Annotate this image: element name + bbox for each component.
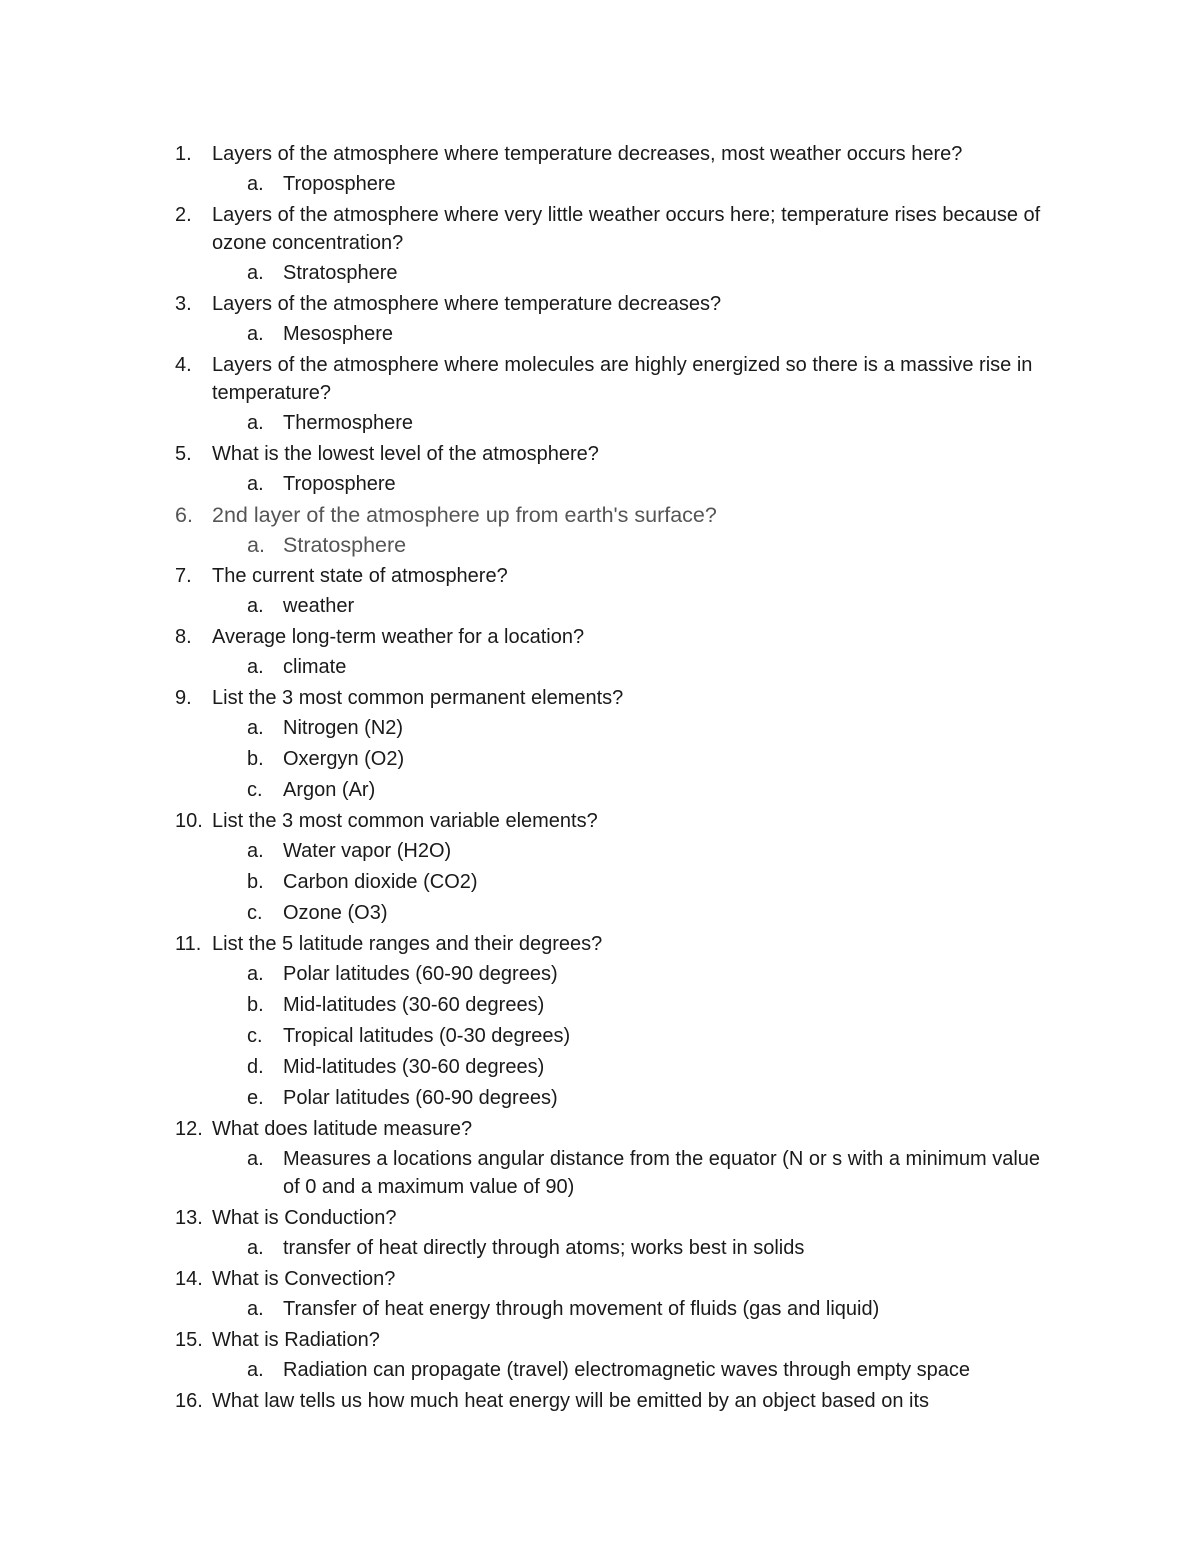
answer-text: Ozone (O3)	[283, 902, 388, 924]
answer-item	[0, 409, 1200, 437]
answer-text: Mid-latitudes (30-60 degrees)	[283, 994, 545, 1016]
answer-item	[0, 837, 1200, 865]
question-number: 4.	[175, 354, 192, 376]
answer-text: Thermosphere	[283, 412, 414, 434]
question-number: 5.	[175, 443, 192, 465]
answer-text: Transfer of heat energy through movement of fluids (gas and liquid)	[283, 1298, 880, 1320]
question-text: What is Convection?	[212, 1268, 396, 1290]
question-text: The current state of atmosphere?	[212, 565, 508, 587]
question-text: What is Radiation?	[212, 1329, 380, 1351]
answer-text: Stratosphere	[283, 262, 398, 284]
answer-item	[0, 653, 1200, 681]
question-text: What is Conduction?	[212, 1207, 397, 1229]
answer-text: transfer of heat directly through atoms; works best in solids	[283, 1237, 805, 1259]
answer-text: Mesosphere	[283, 323, 394, 345]
answer-letter: a.	[247, 262, 264, 284]
answer-item	[0, 531, 1200, 559]
question-number: 10.	[175, 810, 203, 832]
answer-text: Nitrogen (N2)	[283, 717, 404, 739]
question-item	[0, 623, 1200, 651]
answer-letter: a.	[247, 656, 264, 678]
question-text: Layers of the atmosphere where temperature decreases, most weather occurs here?	[212, 143, 963, 165]
question-text: Layers of the atmosphere where molecules are highly energized so there is a massive rise in temperature?	[212, 354, 1033, 404]
question-number: 14.	[175, 1268, 203, 1290]
question-item	[0, 1326, 1200, 1354]
answer-text: Troposphere	[283, 473, 396, 495]
answer-text: Stratosphere	[283, 533, 407, 557]
question-text: What is the lowest level of the atmosphere?	[212, 443, 599, 465]
question-item	[0, 1115, 1200, 1143]
answer-letter: e.	[247, 1087, 264, 1109]
answer-letter: c.	[247, 1025, 263, 1047]
answer-text: Troposphere	[283, 173, 396, 195]
question-text: List the 3 most common variable elements?	[212, 810, 598, 832]
answer-text: climate	[283, 656, 347, 678]
answer-item	[0, 1084, 1200, 1112]
answer-letter: c.	[247, 779, 263, 801]
question-text: Average long-term weather for a location?	[212, 626, 585, 648]
answer-text: Argon (Ar)	[283, 779, 376, 801]
answer-item	[0, 1053, 1200, 1081]
answer-item	[0, 320, 1200, 348]
answer-letter: a.	[247, 1359, 264, 1381]
question-item	[0, 440, 1200, 468]
question-number: 2.	[175, 204, 192, 226]
answer-letter: a.	[247, 1298, 264, 1320]
question-item	[0, 1265, 1200, 1293]
answer-item	[0, 259, 1200, 287]
answer-item	[0, 714, 1200, 742]
answer-item	[0, 592, 1200, 620]
answer-text: Measures a locations angular distance from the equator (N or s with a minimum value of 0 and a maximum value of 90)	[283, 1148, 1041, 1198]
answer-letter: a.	[247, 412, 264, 434]
question-item	[0, 1204, 1200, 1232]
answer-text: Water vapor (H2O)	[283, 840, 452, 862]
answer-item	[0, 1234, 1200, 1262]
question-text: Layers of the atmosphere where very little weather occurs here; temperature rises because of ozone concentration?	[212, 204, 1041, 254]
question-number: 13.	[175, 1207, 203, 1229]
answer-text: Carbon dioxide (CO2)	[283, 871, 478, 893]
answer-text: Oxergyn (O2)	[283, 748, 405, 770]
answer-text: weather	[283, 595, 355, 617]
question-number: 6.	[175, 503, 193, 527]
answer-text: Mid-latitudes (30-60 degrees)	[283, 1056, 545, 1078]
answer-letter: d.	[247, 1056, 264, 1078]
answer-letter: a.	[247, 595, 264, 617]
answer-item	[0, 170, 1200, 198]
answer-text: Polar latitudes (60-90 degrees)	[283, 1087, 558, 1109]
question-number: 11.	[175, 933, 202, 955]
answer-item	[0, 899, 1200, 927]
answer-letter: b.	[247, 748, 264, 770]
question-item	[0, 562, 1200, 590]
question-number: 12.	[175, 1118, 203, 1140]
answer-item	[0, 1356, 1200, 1384]
question-text: 2nd layer of the atmosphere up from earth's surface?	[212, 503, 717, 527]
answer-item	[0, 960, 1200, 988]
answer-item	[0, 991, 1200, 1019]
question-item	[0, 1387, 1200, 1415]
answer-item	[0, 868, 1200, 896]
question-number: 1.	[175, 143, 192, 165]
answer-letter: a.	[247, 173, 264, 195]
question-number: 9.	[175, 687, 192, 709]
answer-item	[0, 776, 1200, 804]
answer-letter: c.	[247, 902, 263, 924]
question-text: List the 3 most common permanent elements?	[212, 687, 624, 709]
answer-text: Tropical latitudes (0-30 degrees)	[283, 1025, 571, 1047]
answer-item	[0, 1022, 1200, 1050]
question-number: 8.	[175, 626, 192, 648]
question-number: 16.	[175, 1390, 203, 1412]
question-text: What law tells us how much heat energy will be emitted by an object based on its	[212, 1390, 930, 1412]
answer-item	[0, 745, 1200, 773]
answer-text: Polar latitudes (60-90 degrees)	[283, 963, 558, 985]
question-item	[0, 201, 1200, 257]
question-list	[0, 140, 1200, 1417]
answer-letter: a.	[247, 323, 264, 345]
answer-letter: a.	[247, 1237, 264, 1259]
answer-letter: a.	[247, 840, 264, 862]
answer-letter: a.	[247, 1148, 264, 1170]
question-number: 7.	[175, 565, 192, 587]
answer-letter: a.	[247, 963, 264, 985]
question-item	[0, 501, 1200, 529]
answer-letter: b.	[247, 871, 264, 893]
question-item	[0, 290, 1200, 318]
question-item	[0, 140, 1200, 168]
answer-letter: a.	[247, 473, 264, 495]
answer-letter: a.	[247, 717, 264, 739]
answer-letter: a.	[247, 533, 265, 557]
question-item	[0, 351, 1200, 407]
answer-item	[0, 1295, 1200, 1323]
answer-letter: b.	[247, 994, 264, 1016]
question-item	[0, 930, 1200, 958]
question-text: Layers of the atmosphere where temperature decreases?	[212, 293, 722, 315]
question-text: List the 5 latitude ranges and their degrees?	[212, 933, 603, 955]
answer-item	[0, 470, 1200, 498]
question-number: 3.	[175, 293, 192, 315]
question-text: What does latitude measure?	[212, 1118, 473, 1140]
question-item	[0, 684, 1200, 712]
question-item	[0, 807, 1200, 835]
answer-text: Radiation can propagate (travel) electromagnetic waves through empty space	[283, 1359, 971, 1381]
question-number: 15.	[175, 1329, 203, 1351]
answer-item	[0, 1145, 1200, 1201]
